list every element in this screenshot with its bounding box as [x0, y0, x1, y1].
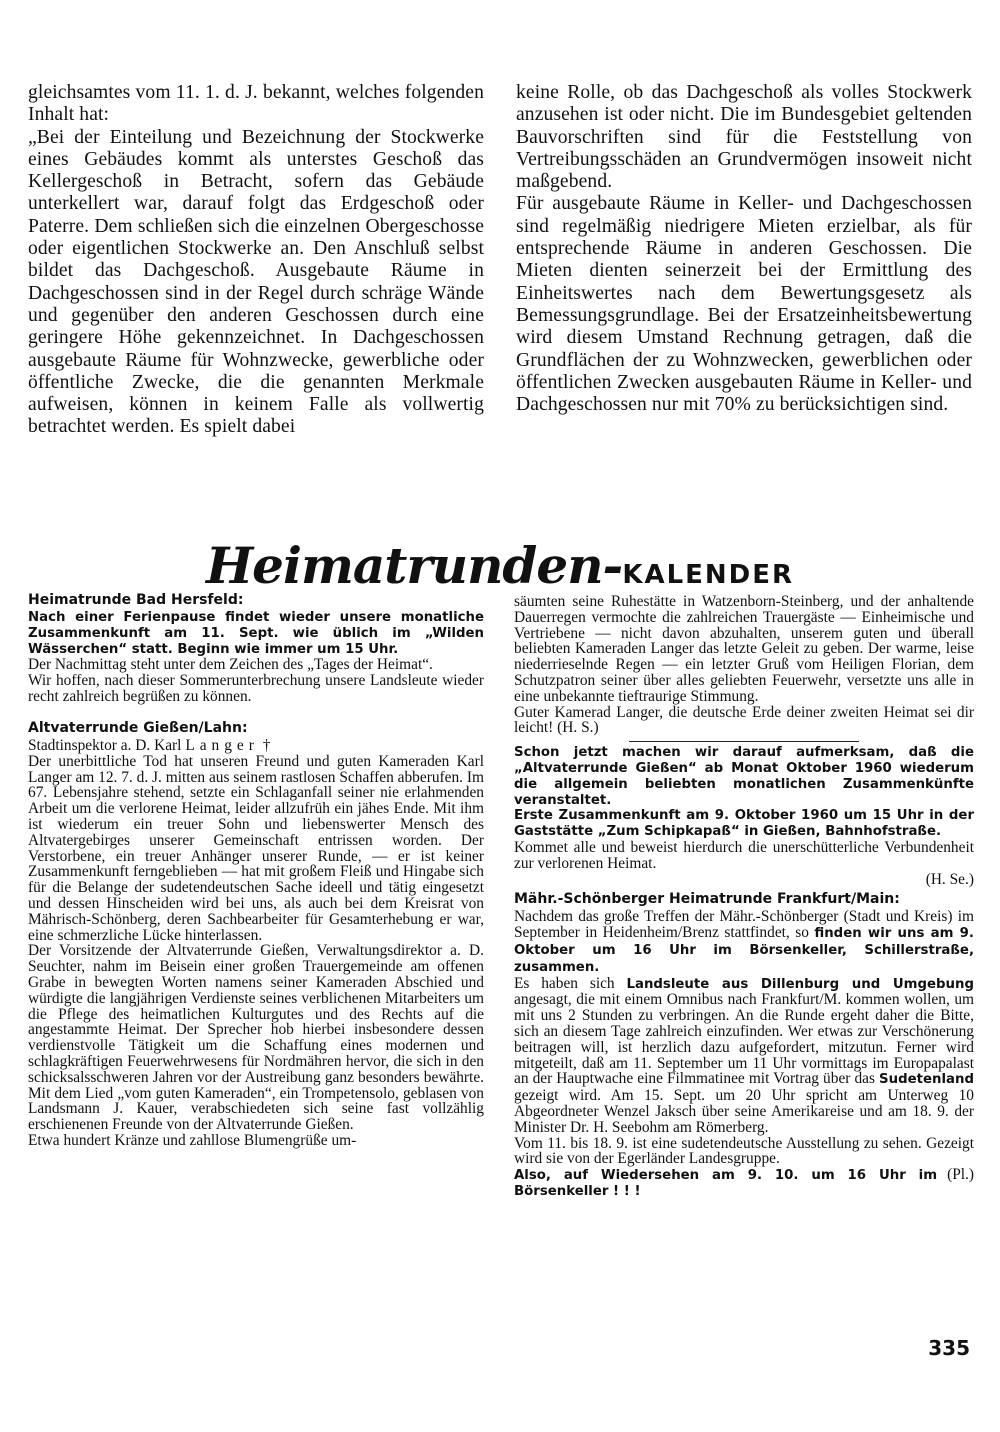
- frankfurt-paragraph-2: [514, 976, 974, 1168]
- frankfurt-p2-text-c: gezeigt wird. Am 15. Sept. um 20 Uhr spricht am Unterweg 10 Abgeordneter Wenzel Jaksch über seine Amerikareise und am 18. 9. der Minister Dr. H. Seebohm am Römerberg. Vom 11. bis 18. 9. ist eine sudetendeutsche Ausstellung zu sehen. Gezeigt wird sie von der Egerländer Landesgruppe.: [514, 1087, 974, 1168]
- frankfurt-p2-bold: Landsleute aus Dillenburg und Umgebung: [626, 976, 974, 992]
- cross-symbol: †: [262, 736, 271, 754]
- page-number: 335: [928, 1336, 970, 1360]
- section-heading: [0, 536, 1000, 595]
- frankfurt-p1-text: Nachdem das große Treffen der Mähr.-Schönberger (Stadt und Kreis) im September in Heidenheim/Brenz stattfindet, so: [514, 908, 974, 942]
- frankfurt-p2-text-a: Es haben sich: [514, 974, 615, 992]
- frankfurt-p2-bold-b: Sudetenland: [879, 1072, 974, 1088]
- obituary-text: Der unerbittliche Tod hat unseren Freund und guten Kameraden Karl Langer am 12. 7. d. J. mitten aus seinem rastlosen Schaffen abberufen. Im 67. Lebensjahre stehend, setzte ein Schlaganfall seiner nie erlahmenden Arbeit um die verlorene Heimat, leider allzufrüh ein jähes Ende. Mit ihm ist wiederum ein treuer Sohn und liebenswerter Mensch des Altvatergebirges unserer Gemeinschaft entrissen worden. Der Verstorbene, ein treuer Anhänger unserer Runde, — er ist keiner Zusammenkunft ferngeblieben — hat mit großem Fleiß und Hingabe sich für die Belange der sudetendeutschen Sache ideell und tätig eingesetzt und dessen Hinscheiden wird bei uns, als auch bei dem Kreisrat von Mährisch-Schönberg, deren Sachbearbeiter für Gesamterhebung er war, eine schmerzliche Lücke hinterlassen. Der Vorsitzende der Altvaterrunde Gießen, Verwaltungsdirektor a. D. Seuchter, nahm im Beisein einer großen Trauergemeinde am offenen Grabe in bewegten Worten namens seiner Kameraden Abschied und würdigte die langjährigen Verdienste seines verblichenen Mitarbeiters um die Pflege des heimatlichen Kulturgutes und des Rechts auf die angestammte Heimat. Der Sprecher hob hierbei insbesondere dessen verdienstvolle Tätigkeit um die Schaffung eines modernen und schlagkräftigen Feuerwehrwesens für Nordmähren hervor, die sich in den schicksalsschweren Jahren vor der Austreibung ganz besonders bewährte. Mit dem Lied „vom guten Kameraden“, ein Trompetensolo, geblasen von Landsmann J. Kauer, verabschiedeten sich seine fast vollzählig erschienenen Freunde von der Altvaterrunde Gießen. Etwa hundert Kränze und zahllose Blumengrüße um-: [28, 752, 484, 1149]
- frankfurt-p1-bold: finden wir uns am 9. Oktober um 16 Uhr im Börsenkeller, Schillerstraße, zusammen.: [514, 926, 974, 975]
- hersfeld-bold: Nach einer Ferienpause findet wieder unsere monatliche Zusammenkunft am 11. Sept. wie üblich im „Wilden Wässerchen“ statt. Beginn wie immer um 15 Uhr.: [28, 610, 484, 657]
- obituary-name-spaced: Langer: [185, 736, 259, 754]
- top-left-column: [28, 82, 484, 439]
- closing-signature: (Pl.): [947, 1166, 974, 1184]
- hersfeld-title: Heimatrunde Bad Hersfeld:: [28, 592, 244, 608]
- top-right-column: [516, 82, 972, 416]
- frankfurt-p2-text-b: angesagt, die mit einem Omnibus nach Frankfurt/M. kommen wollen, um mit uns 2 Stunden zu verbringen. An die Runde ergeht daher die Bitte, sich an diesem Tage zahlreich einzufinden. Wer etwas zur Verschönerung beitragen will, ist herzlich dazu aufgefordert, mitzutun. Ferner wird mitgeteilt, daß am 11. September um 11 Uhr vormittags im Europapalast an der Hauptwache eine Filmmatinee mit Vortrag über das: [514, 991, 974, 1088]
- hersfeld-text: Der Nachmittag steht unter dem Zeichen des „Tages der Heimat“. Wir hoffen, nach dieser Sommerunterbrechung unsere Landsleute wieder recht zahlreich begrüßen zu können.: [28, 656, 484, 705]
- giessen-title: Altvaterrunde Gießen/Lahn:: [28, 719, 248, 736]
- obituary-name: [28, 738, 484, 754]
- frankfurt-paragraph-1: [514, 909, 974, 975]
- notice-text: Kommet alle und beweist hierdurch die unerschütterliche Verbundenheit zur verlorenen Heimat.: [514, 838, 974, 872]
- obituary-name-prefix: Stadtinspektor a. D. Karl: [28, 736, 182, 754]
- heading-script: Heimatrunden-: [205, 536, 623, 595]
- notice-bold: Schon jetzt machen wir darauf aufmerksam, daß die „Altvaterrunde Gießen“ ab Monat Oktober 1960 wiederum die allgemein beliebten monatlichen Zusammenkünfte veranstaltet. Erste Zusammenkunft am 9. Oktober 1960 um 15 Uhr in der Gaststätte „Zum Schipkapaß“ in Gießen, Bahnhofstraße.: [514, 745, 974, 840]
- heading-caps: KALENDER: [622, 560, 795, 590]
- closing-line: [514, 1167, 974, 1200]
- frankfurt-title: Mähr.-Schönberger Heimatrunde Frankfurt/Main:: [514, 891, 900, 908]
- bottom-left-column: [28, 592, 484, 1149]
- bottom-right-column: [514, 594, 974, 1200]
- top-right-text: keine Rolle, ob das Dachgeschoß als volles Stockwerk anzusehen ist oder nicht. Die im Bundesgebiet geltenden Bauvorschriften sind für die Feststellung von Vertreibungsschäden an Grundvermögen insoweit nicht maßgebend. Für ausgebaute Räume in Keller- und Dachgeschossen sind regelmäßig niedrigere Mieten erzielbar, als für entsprechende Räume in anderen Geschossen. Die Mieten dienten seinerzeit bei der Ermittlung des Einheitswertes nach dem Bewertungsgesetz als Bemessungsgrundlage. Bei der Ersatzeinheitsbewertung wird diesem Umstand Rechnung getragen, daß die Grundflächen der zu Wohnzwecken, gewerblichen oder öffentlichen Zwecken ausgebauten Räume in Keller- und Dachgeschossen nur mit 70% zu berücksichtigen sind.: [516, 82, 972, 416]
- divider-line: [629, 741, 859, 742]
- top-left-text: gleichsamtes vom 11. 1. d. J. bekannt, welches folgenden Inhalt hat: „Bei der Einteilung und Bezeichnung der Stockwerke eines Gebäudes kommt als unterstes Geschoß das Kellergeschoß in Betracht, sofern das Gebäude unterkellert war, darauf folgt das Erdgeschoß oder Paterre. Dem schließen sich die einzelnen Obergeschosse oder eigentlichen Stockwerke an. Den Anschluß selbst bildet das Dachgeschoß. Ausgebaute Räume in Dachgeschossen sind in der Regel durch schräge Wände und gegenüber den anderen Geschossen durch eine geringere Höhe gekennzeichnet. In Dachgeschossen ausgebaute Räume für Wohnzwecke, gewerbliche oder öffentliche Zwecke, die die genannten Merkmale aufweisen, können in keinem Falle als vollwertig betrachtet werden. Es spielt dabei: [28, 82, 484, 438]
- notice-signature: (H. Se.): [925, 870, 974, 888]
- closing-bold: Also, auf Wiedersehen am 9. 10. um 16 Uhr im Börsenkeller ! ! !: [514, 1168, 938, 1199]
- obituary-continued: säumten seine Ruhestätte in Watzenborn-Steinberg, und der anhaltende Dauerregen vermochte die zahlreichen Trauergäste — Einheimische und Vertriebene — nicht davon abzuhalten, unserem guten und überall beliebten Kameraden Langer das letzte Geleit zu geben. Der warme, leise niederrieselnde Regen — ein letzter Gruß vom Heiligen Florian, dem Schutzpatron seiner über alles geliebten Feuerwehr, versetzte uns alle in eine unbekannte tieftraurige Stimmung. Guter Kamerad Langer, die deutsche Erde deiner zweiten Heimat sei dir leicht! (H. S.): [514, 593, 974, 737]
